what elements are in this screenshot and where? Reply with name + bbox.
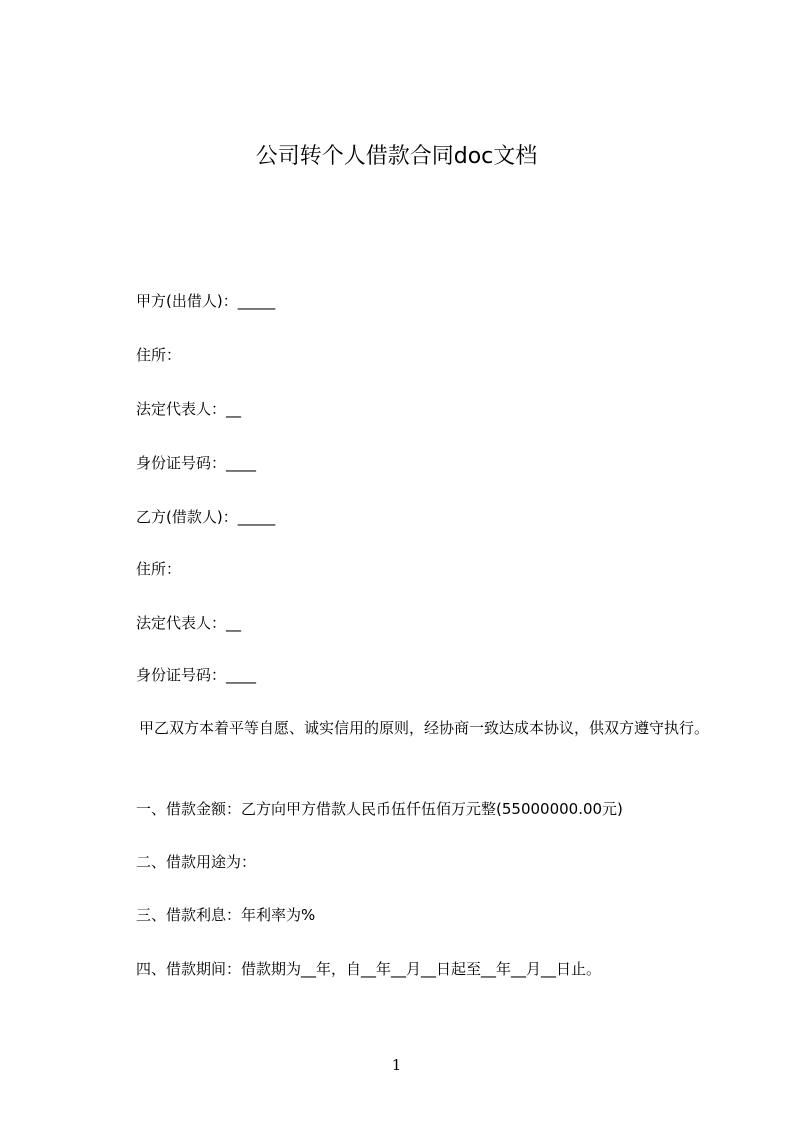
clause-loan-period: 四、借款期间：借款期为__年，自__年__月__日起至__年__月__日止。 <box>136 960 602 978</box>
lender-id-number-line: 身份证号码：____ <box>136 454 257 472</box>
clause-loan-amount: 一、借款金额：乙方向甲方借款人民币伍仟伍佰万元整(55000000.00元) <box>136 800 623 818</box>
clause-loan-purpose: 二、借款用途为： <box>136 853 257 871</box>
borrower-legal-rep-line: 法定代表人：__ <box>136 614 242 632</box>
page-number: 1 <box>391 1056 402 1074</box>
borrower-address-line: 住所： <box>136 560 182 578</box>
lender-name-line: 甲方(出借人)：_____ <box>136 292 276 310</box>
lender-legal-rep-line: 法定代表人：__ <box>136 400 242 418</box>
borrower-id-number-line: 身份证号码：____ <box>136 666 257 684</box>
document-title: 公司转个人借款合同doc文档 <box>255 144 538 169</box>
preamble-paragraph: 甲乙双方本着平等自愿、诚实信用的原则，经协商一致达成本协议，供双方遵守执行。 <box>139 719 710 737</box>
clause-loan-interest: 三、借款利息：年利率为% <box>136 906 316 924</box>
borrower-name-line: 乙方(借款人)：_____ <box>136 508 276 526</box>
lender-address-line: 住所： <box>136 346 182 364</box>
